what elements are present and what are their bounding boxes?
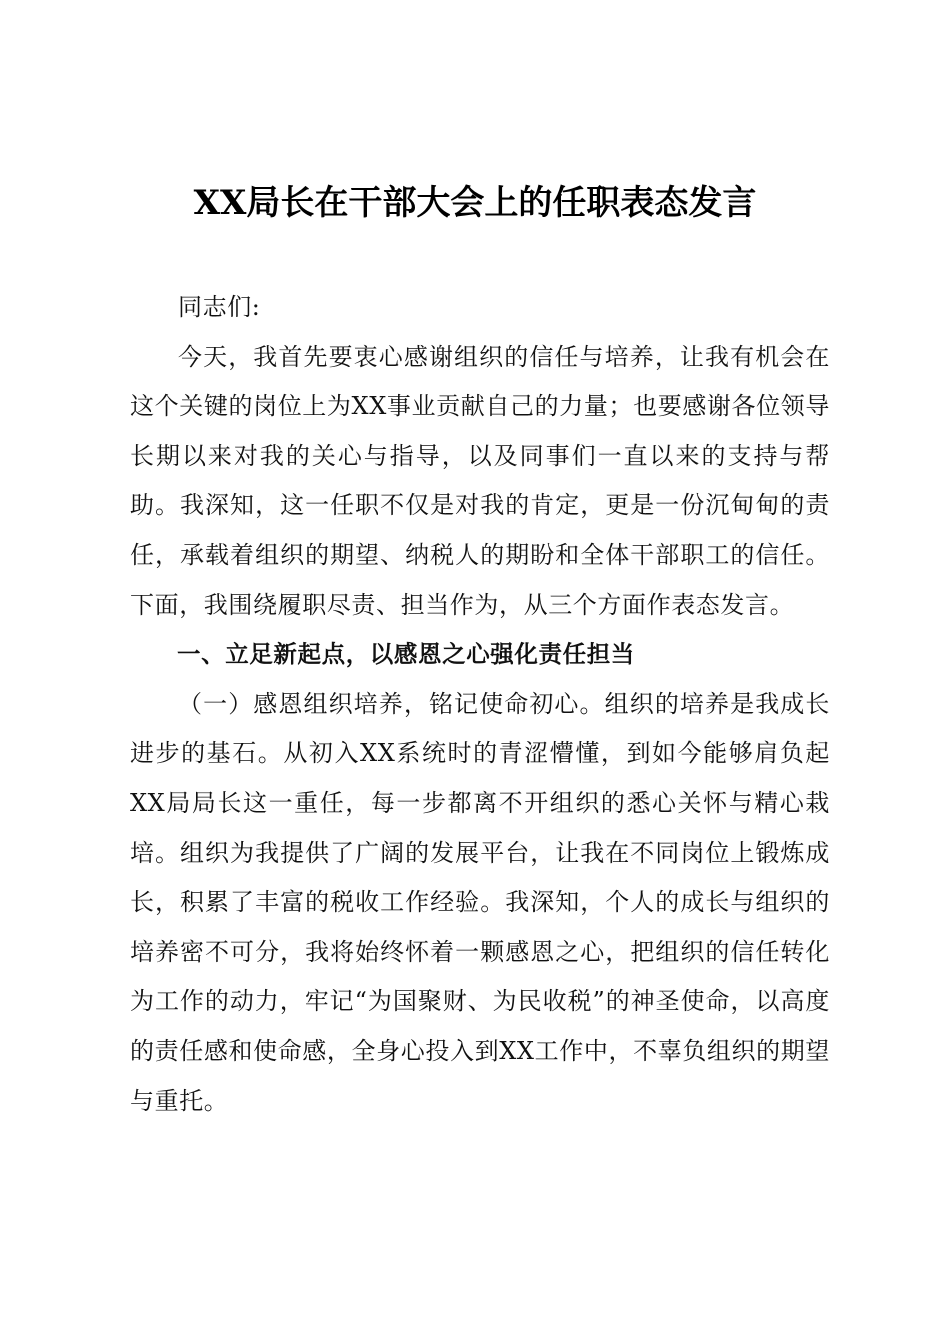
intro-paragraph: 今天，我首先要衷心感谢组织的信任与培养，让我有机会在这个关键的岗位上为XX事业贡献自己的力量；也要感谢各位领导长期以来对我的关心与指导，以及同事们一直以来的支持与帮助。我深知，这一任职不仅是对我的肯定，更是一份沉甸甸的责任，承载着组织的期望、纳税人的期盼和全体干部职工的信任。下面，我围绕履职尽责、担当作为，从三个方面作表态发言。: [130, 342, 830, 619]
salutation: 同志们:: [178, 293, 261, 321]
section-heading: 一、立足新起点，以感恩之心强化责任担当: [177, 640, 635, 669]
document-body: [130, 283, 830, 1126]
document-title: XX局长在干部大会上的任职表态发言: [193, 183, 757, 223]
section-paragraph: （一）感恩组织培养，铭记使命初心。组织的培养是我成长进步的基石。从初入XX系统时的青涩懵懂，到如今能够肩负起XX局局长这一重任，每一步都离不开组织的悉心关怀与精心栽培。组织为我提供了广阔的发展平台，让我在不同岗位上锻炼成长，积累了丰富的税收工作经验。我深知，个人的成长与组织的培养密不可分，我将始终怀着一颗感恩之心，把组织的信任转化为工作的动力，牢记“为国聚财、为民收税”的神圣使命，以高度的责任感和使命感，全身心投入到XX工作中，不辜负组织的期望与重托。: [130, 689, 830, 1115]
